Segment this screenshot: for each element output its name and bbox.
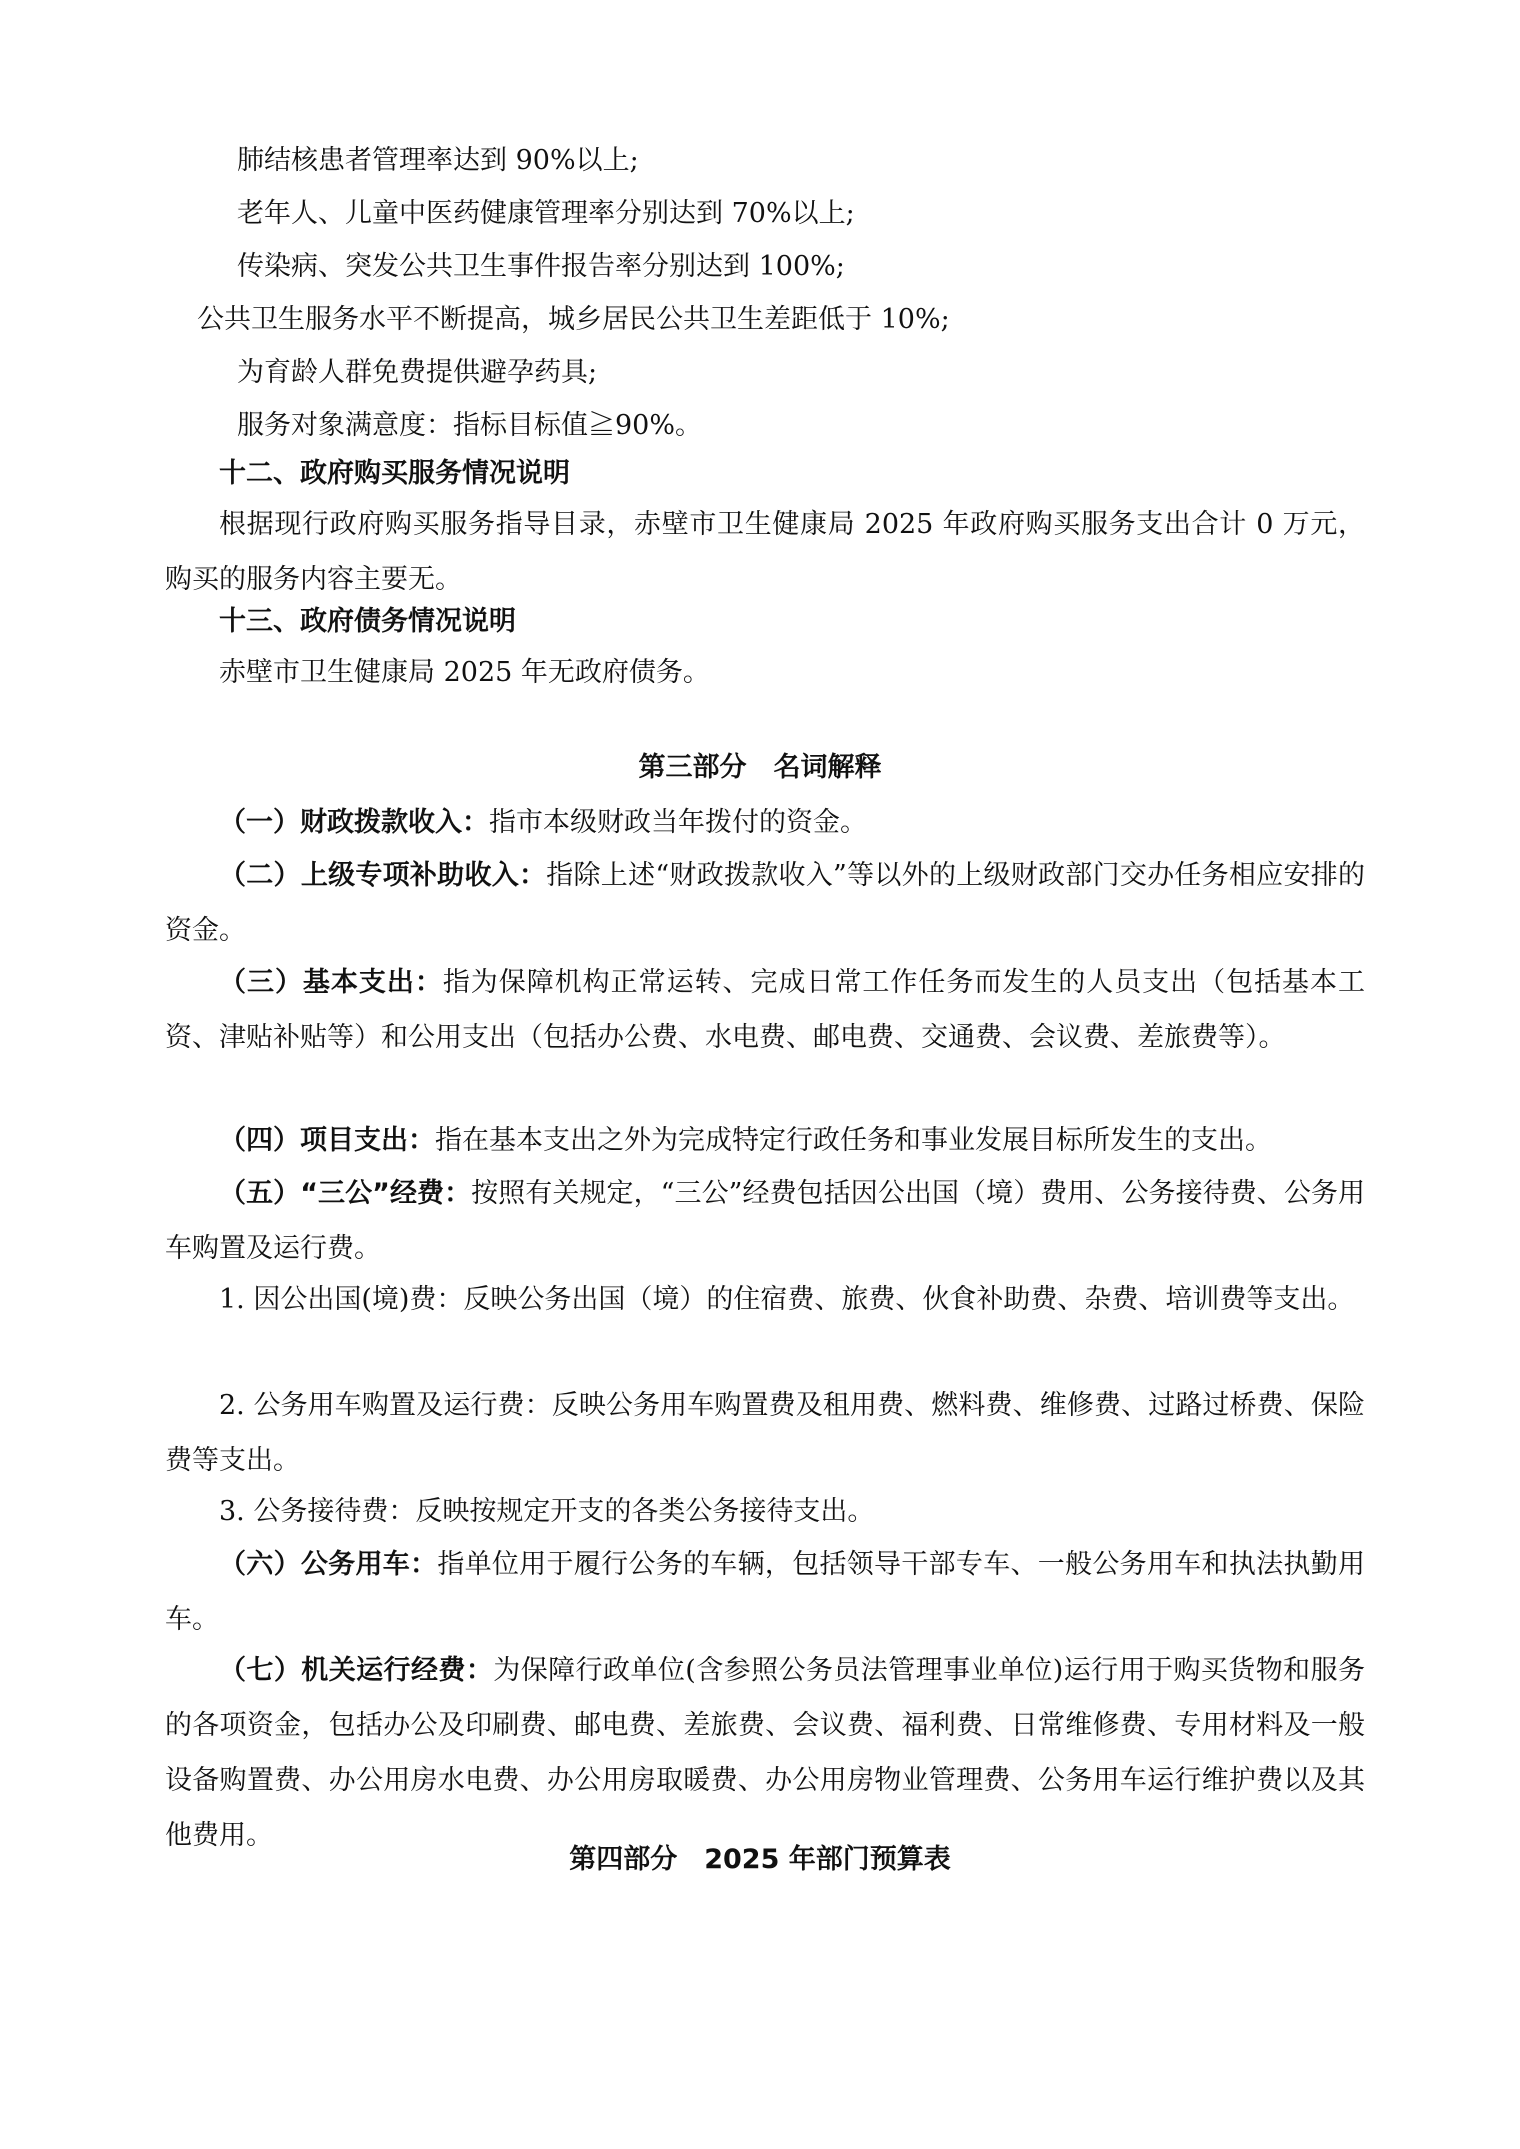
section-12-body: 根据现行政府购买服务指导目录，赤壁市卫生健康局 2025 年政府购买服务支出合计 0 万元，购买的服务内容主要无。 (165, 509, 1365, 595)
indicator-line: 传染病、突发公共卫生事件报告率分别达到 100%; (237, 251, 845, 282)
indicator-line: 公共卫生服务水平不断提高，城乡居民公共卫生差距低于 10%; (197, 304, 950, 335)
indicator-line: 为育龄人群免费提供避孕药具; (237, 357, 598, 388)
glossary-definition: 指除上述“财政拨款收入”等以外的上级财政部门交办任务相应安排的资金。 (165, 860, 1366, 946)
glossary-term: （一）财政拨款收入： (219, 807, 489, 838)
glossary-term: （六）公务用车： (219, 1549, 438, 1580)
glossary-item (165, 955, 1365, 1065)
glossary-term: （二）上级专项补助收入： (219, 860, 547, 891)
glossary-definition: 指在基本支出之外为完成特定行政任务和事业发展目标所发生的支出。 (435, 1125, 1272, 1156)
glossary-definition: 按照有关规定，“三公”经费包括因公出国（境）费用、公务接待费、公务用车购置及运行费。 (165, 1178, 1365, 1264)
glossary-sub-item: 2. 公务用车购置及运行费：反映公务用车购置费及租用费、燃料费、维修费、过路过桥费、保险费等支出。 (165, 1390, 1365, 1476)
glossary-sub-item: 3. 公务接待费：反映按规定开支的各类公务接待支出。 (219, 1496, 875, 1527)
glossary-definition: 指为保障机构正常运转、完成日常工作任务而发生的人员支出（包括基本工资、津贴补贴等）和公用支出（包括办公费、水电费、邮电费、交通费、会议费、差旅费等）。 (165, 967, 1366, 1053)
glossary-item (165, 1537, 1365, 1647)
glossary-item (165, 1113, 1365, 1168)
part-3-title: 第三部分 名词解释 (638, 752, 882, 783)
part-4-title: 第四部分 2025 年部门预算表 (569, 1844, 951, 1875)
glossary-definition: 为保障行政单位(含参照公务员法管理事业单位)运行用于购买货物和服务的各项资金，包括办公及印刷费、邮电费、差旅费、会议费、福利费、日常维修费、专用材料及一般设备购置费、办公用房水电费、办公用房取暖费、办公用房物业管理费、公务用车运行维护费以及其他费用。 (165, 1655, 1366, 1851)
glossary-definition: 指市本级财政当年拨付的资金。 (489, 807, 867, 838)
glossary-item (165, 795, 1365, 850)
glossary-item (165, 1166, 1365, 1276)
section-12-heading: 十二、政府购买服务情况说明 (219, 458, 570, 489)
glossary-item (165, 848, 1365, 958)
glossary-item (165, 1643, 1365, 1863)
indicator-line: 服务对象满意度：指标目标值≧90%。 (237, 410, 703, 441)
glossary-term: （七）机关运行经费： (219, 1655, 494, 1686)
section-13-heading: 十三、政府债务情况说明 (219, 606, 516, 637)
glossary-term: （四）项目支出： (219, 1125, 435, 1156)
glossary-term: （三）基本支出： (219, 967, 443, 998)
section-13-body: 赤壁市卫生健康局 2025 年无政府债务。 (219, 657, 710, 688)
glossary-sub-item: 1. 因公出国(境)费：反映公务出国（境）的住宿费、旅费、伙食补助费、杂费、培训费等支出。 (219, 1284, 1355, 1315)
indicator-line: 老年人、儿童中医药健康管理率分别达到 70%以上; (237, 198, 855, 229)
glossary-definition: 指单位用于履行公务的车辆，包括领导干部专车、一般公务用车和执法执勤用车。 (165, 1549, 1366, 1635)
indicator-line: 肺结核患者管理率达到 90%以上; (237, 145, 639, 176)
glossary-term: （五）“三公”经费： (219, 1178, 472, 1209)
